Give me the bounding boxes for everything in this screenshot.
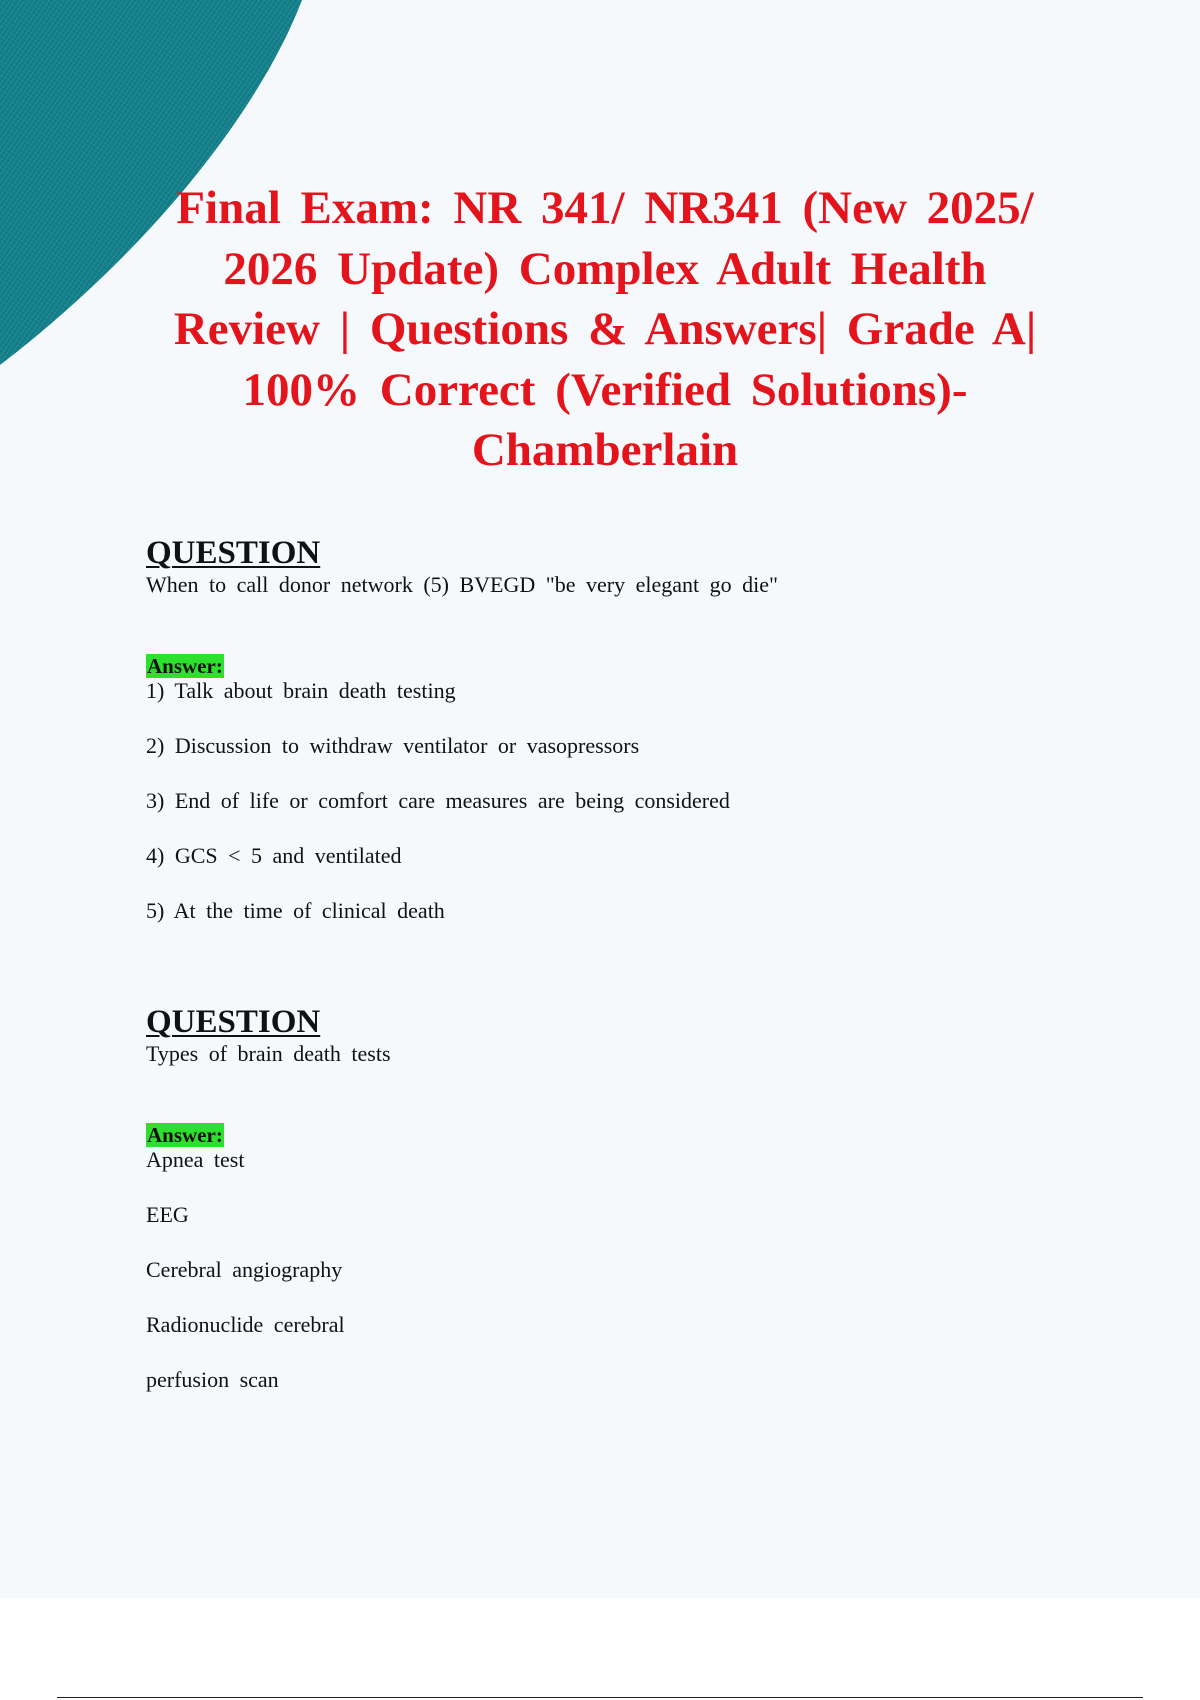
answer-list (146, 676, 1096, 926)
footer-divider (57, 1697, 1143, 1698)
answer-item: perfusion scan (146, 1367, 279, 1392)
question-heading: QUESTION (146, 1004, 321, 1040)
question-text: When to call donor network (5) BVEGD "be very elegant go die" (146, 572, 778, 597)
qa-content (146, 536, 1096, 1420)
answer-item: 2) Discussion to withdraw ventilator or vasopressors (146, 733, 640, 758)
answer-list (146, 1145, 1096, 1395)
answer-item: 3) End of life or comfort care measures are being considered (146, 788, 730, 813)
question-text: Types of brain death tests (146, 1041, 391, 1066)
answer-item: Cerebral angiography (146, 1257, 343, 1282)
answer-item: Radionuclide cerebral (146, 1312, 345, 1337)
answer-item: 4) GCS < 5 and ventilated (146, 843, 402, 868)
answer-label: Answer: (147, 1123, 223, 1147)
answer-item: 5) At the time of clinical death (146, 898, 445, 923)
question-heading: QUESTION (146, 535, 321, 571)
document-title: Final Exam: NR 341/ NR341 (New 2025/ 2026 Update) Complex Adult Health Review | Questions & Answers| Grade A| 100% Correct (Verified Solutions)- Chamberlain (173, 182, 1037, 476)
answer-item: Apnea test (146, 1147, 245, 1172)
qa-block-2 (146, 1005, 1096, 1395)
answer-item: 1) Talk about brain death testing (146, 678, 456, 703)
answer-item: EEG (146, 1202, 189, 1227)
qa-block-1 (146, 536, 1096, 926)
answer-label: Answer: (147, 654, 223, 678)
